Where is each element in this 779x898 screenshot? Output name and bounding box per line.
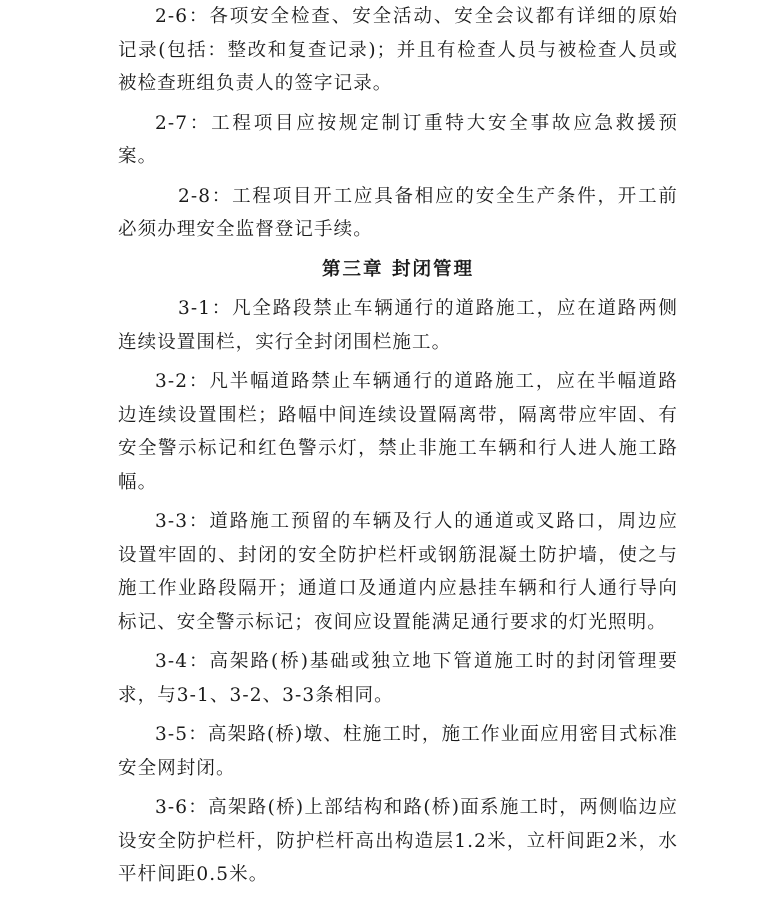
paragraph-3-2: 3-2：凡半幅道路禁止车辆通行的道路施工，应在半幅道路边连续设置围栏；路幅中间连续设置隔离带，隔离带应牢固、有安全警示标记和红色警示灯，禁止非施工车辆和行人进人施工路幅。: [118, 371, 678, 493]
paragraph-3-4: 3-4：高架路(桥)基础或独立地下管道施工时的封闭管理要求，与3-1、3-2、3-3条相同。: [118, 651, 678, 706]
paragraph-3-5: 3-5：高架路(桥)墩、柱施工时，施工作业面应用密目式标准安全网封闭。: [118, 724, 678, 779]
paragraph-2-6: 2-6：各项安全检查、安全活动、安全会议都有详细的原始记录(包括：整改和复查记录)；并且有检查人员与被检查人员或被检查班组负责人的签字记录。: [118, 6, 678, 94]
paragraph-2-7: 2-7：工程项目应按规定制订重特大安全事故应急救援预案。: [118, 112, 678, 167]
document-page: [118, 0, 678, 898]
paragraph-3-3: 3-3：道路施工预留的车辆及行人的通道或叉路口，周边应设置牢固的、封闭的安全防护栏杆或钢筋混凝土防护墙，使之与施工作业路段隔开；通道口及通道内应悬挂车辆和行人通行导向标记、安全警示标记；夜间应设置能满足通行要求的灯光照明。: [118, 511, 678, 633]
chapter-title: 第三章 封闭管理: [322, 258, 474, 280]
paragraph-3-6: 3-6：高架路(桥)上部结构和路(桥)面系施工时，两侧临边应设安全防护栏杆，防护栏杆高出构造层1.2米，立杆间距2米，水平杆间距0.5米。: [118, 797, 678, 885]
paragraph-2-8: 2-8：工程项目开工应具备相应的安全生产条件，开工前必须办理安全监督登记手续。: [118, 185, 678, 240]
paragraph-3-1: 3-1：凡全路段禁止车辆通行的道路施工，应在道路两侧连续设置围栏，实行全封闭围栏施工。: [118, 298, 678, 353]
